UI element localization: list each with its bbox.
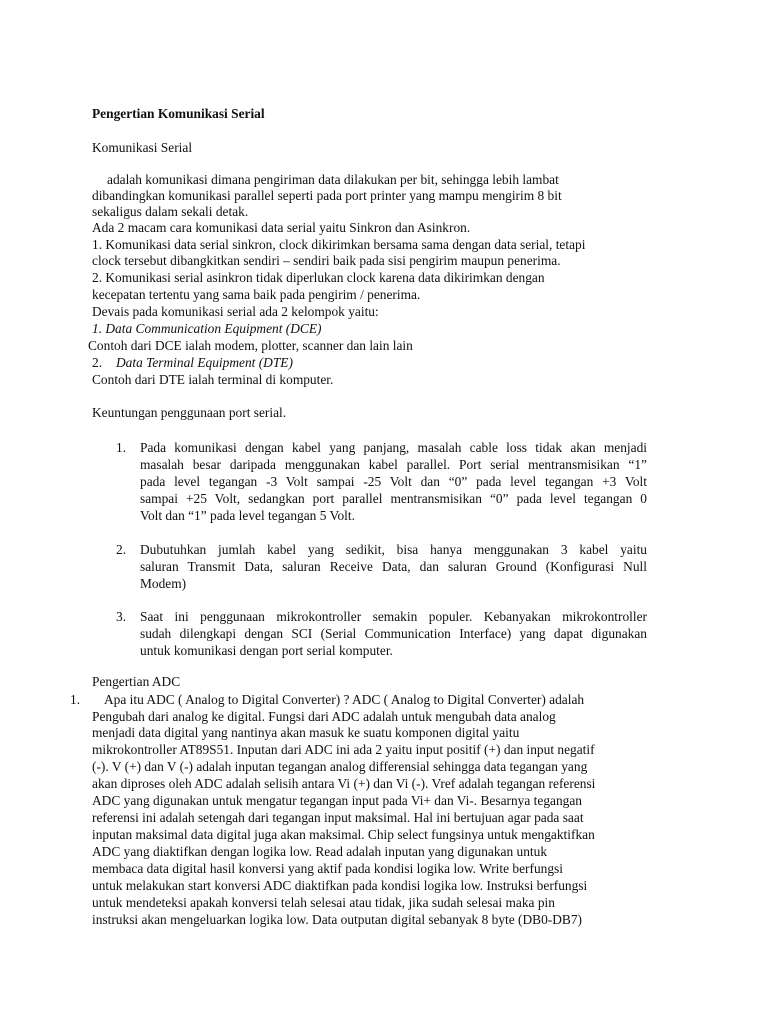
adc-line: untuk mendeteksi apakah konversi telah selesai atau tidak, jika sudah selesai maka pin bbox=[92, 895, 555, 910]
intro-line: 2. Komunikasi serial asinkron tidak diperlukan clock karena data dikirimkan dengan bbox=[92, 270, 545, 285]
adc-line: Apa itu ADC ( Analog to Digital Converter) ? ADC ( Analog to Digital Converter) adalah bbox=[104, 692, 585, 707]
dte-heading: Data Terminal Equipment (DTE) bbox=[116, 355, 293, 370]
advantage-line: Dubutuhkan jumlah kabel yang sedikit, bisa hanya menggunakan 3 kabel yaitu bbox=[140, 542, 647, 557]
advantage-line: Saat ini penggunaan mikrokontroller semakin populer. Kebanyakan mikrokontroller bbox=[140, 609, 647, 624]
advantage-line: Modem) bbox=[140, 576, 187, 591]
adc-line: ADC yang diaktifkan dengan logika low. Read adalah inputan yang digunakan untuk bbox=[92, 844, 548, 859]
intro-line: 1. Komunikasi data serial sinkron, clock dikirimkan bersama sama dengan data serial, tetapi bbox=[92, 237, 586, 252]
adc-heading: Pengertian ADC bbox=[92, 674, 181, 689]
intro-line: adalah komunikasi dimana pengiriman data dilakukan per bit, sehingga lebih lambat bbox=[107, 172, 559, 187]
advantage-line: saluran Transmit Data, saluran Receive Data, dan saluran Ground (Konfigurasi Null bbox=[140, 559, 647, 574]
advantage-number: 1. bbox=[116, 440, 127, 455]
adc-number: 1. bbox=[70, 692, 81, 707]
intro-line: Devais pada komunikasi serial ada 2 kelompok yaitu: bbox=[92, 304, 379, 319]
adc-line: ADC yang digunakan untuk mengatur tegangan input pada Vi+ dan Vi-. Besarnya tegangan bbox=[92, 793, 582, 808]
advantage-line: Volt dan “1” pada level tegangan 5 Volt. bbox=[140, 508, 355, 523]
adc-line: untuk melakukan start konversi ADC diaktifkan pada kondisi logika low. Instruksi berfungsi bbox=[92, 878, 588, 893]
adc-line: (-). V (+) dan V (-) adalah inputan tegangan analog differensial sehingga data tegangan yang bbox=[92, 759, 588, 774]
adc-line: referensi ini adalah setengah dari tegangan input maksimal. Hal ini bertujuan agar pada saat bbox=[92, 810, 584, 825]
intro-line: clock tersebut dibangkitkan sendiri – sendiri baik pada sisi pengirim maupun penerima. bbox=[92, 253, 561, 268]
advantage-line: sudah dilengkapi dengan SCI (Serial Communication Interface) yang dapat digunakan bbox=[140, 626, 647, 641]
intro-line: sekaligus dalam sekali detak. bbox=[92, 204, 249, 219]
page-title: Pengertian Komunikasi Serial bbox=[92, 106, 265, 121]
subheading-komunikasi-serial: Komunikasi Serial bbox=[92, 140, 193, 155]
dte-example: Contoh dari DTE ialah terminal di komputer. bbox=[92, 372, 334, 387]
adc-line: akan diproses oleh ADC adalah selisih antara Vi (+) dan Vi (-). Vref adalah tegangan referensi bbox=[92, 776, 596, 791]
adc-line: menjadi data digital yang nantinya akan masuk ke suatu komponen digital yaitu bbox=[92, 725, 520, 740]
advantage-number: 2. bbox=[116, 542, 127, 557]
adc-line: Pengubah dari analog ke digital. Fungsi dari ADC adalah untuk mengubah data analog bbox=[92, 709, 556, 724]
advantages-heading: Keuntungan penggunaan port serial. bbox=[92, 405, 287, 420]
advantage-line: masalah besar daripada menggunakan kabel parallel. Port serial mentransmisikan “1” bbox=[140, 457, 647, 472]
adc-line: membaca data digital hasil konversi yang aktif pada kondisi logika low. Write berfungsi bbox=[92, 861, 563, 876]
advantage-line: sampai +25 Volt, sedangkan port parallel mentransmisikan “0” pada level tegangan 0 bbox=[140, 491, 647, 506]
intro-line: Ada 2 macam cara komunikasi data serial yaitu Sinkron dan Asinkron. bbox=[92, 220, 471, 235]
intro-line: kecepatan tertentu yang sama baik pada pengirim / penerima. bbox=[92, 287, 421, 302]
dte-number: 2. bbox=[92, 355, 103, 370]
adc-line: inputan maksimal data digital juga akan maksimal. Chip select fungsinya untuk mengaktifkan bbox=[92, 827, 595, 842]
adc-line: instruksi akan mengeluarkan logika low. Data outputan digital sebanyak 8 byte (DB0-DB7) bbox=[92, 912, 583, 927]
advantage-line: pada level tegangan -3 Volt sampai -25 Volt dan “0” pada level tegangan +3 Volt bbox=[140, 474, 647, 489]
dce-heading: 1. Data Communication Equipment (DCE) bbox=[92, 321, 322, 336]
advantage-number: 3. bbox=[116, 609, 127, 624]
advantage-line: Pada komunikasi dengan kabel yang panjang, masalah cable loss tidak akan menjadi bbox=[140, 440, 647, 455]
dce-example: Contoh dari DCE ialah modem, plotter, scanner dan lain lain bbox=[88, 338, 413, 353]
intro-line: dibandingkan komunikasi parallel seperti pada port printer yang mampu mengirim 8 bit bbox=[92, 188, 562, 203]
advantage-line: untuk komunikasi dengan port serial komputer. bbox=[140, 643, 393, 658]
adc-line: mikrokontroller AT89S51. Inputan dari ADC ini ada 2 yaitu input positif (+) dan input negatif bbox=[92, 742, 595, 757]
